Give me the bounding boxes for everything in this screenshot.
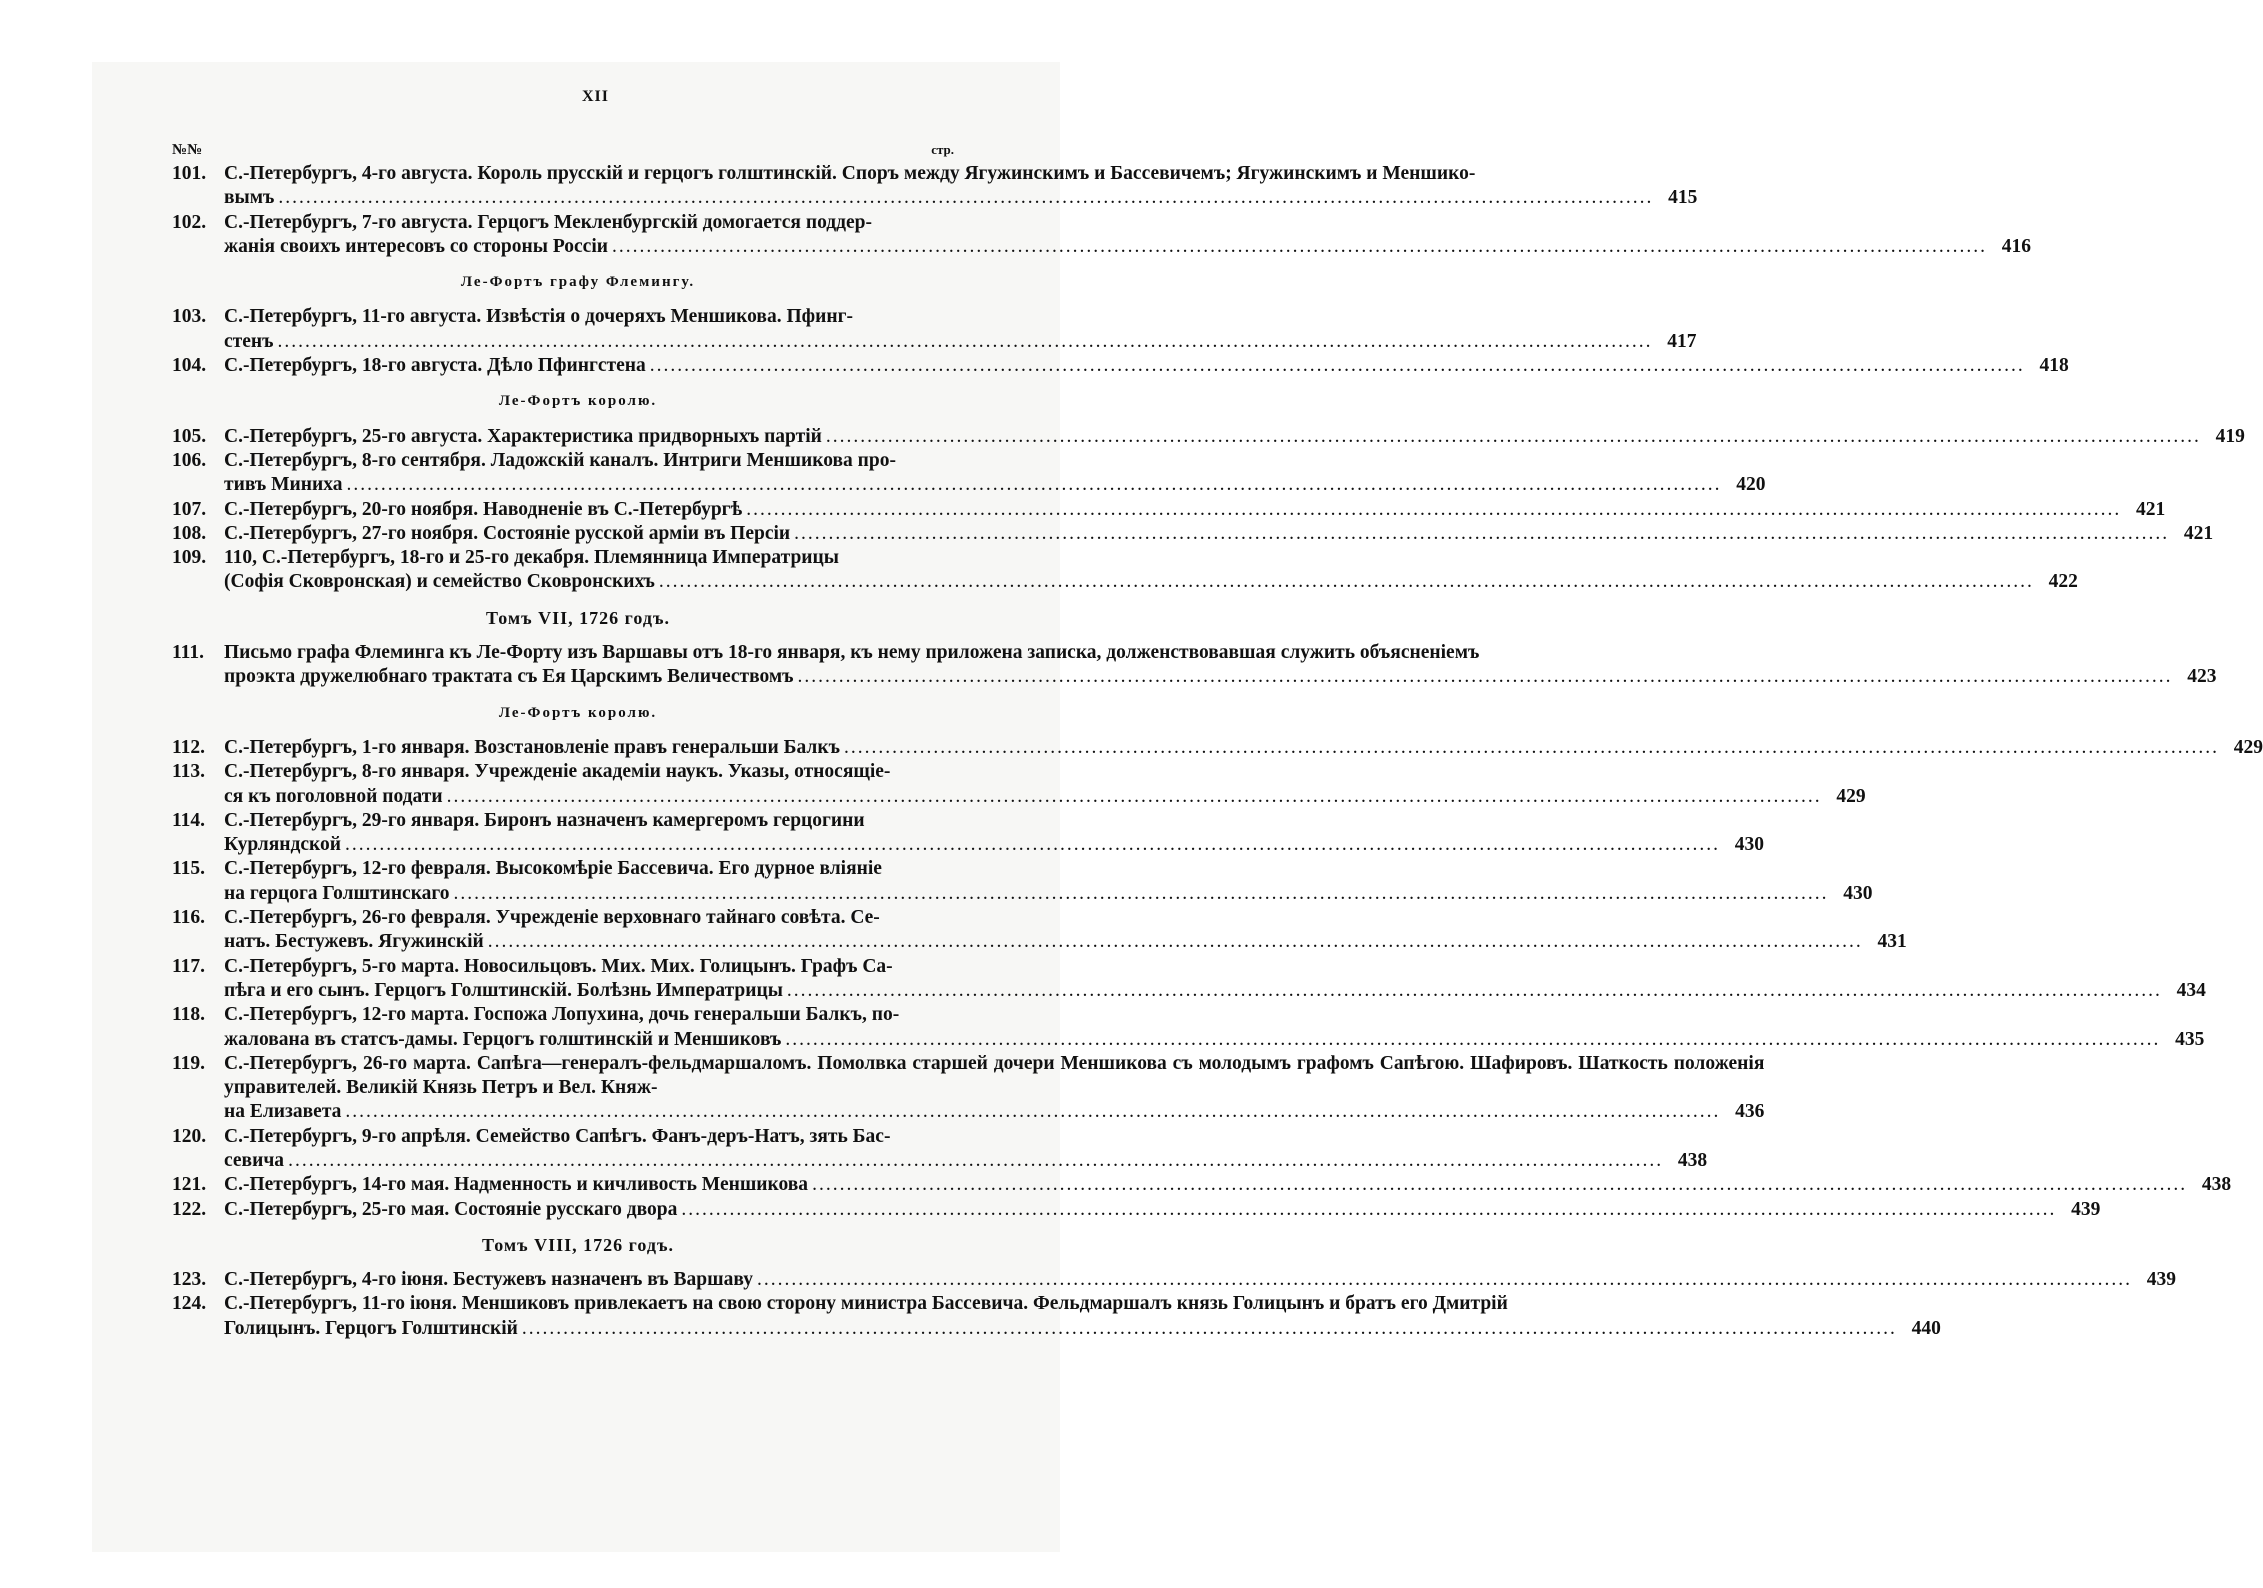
page-reference: 418 xyxy=(2039,355,2069,377)
entry-number: 124. xyxy=(172,1293,207,1315)
dot-leader: ........................................................................................................................................................................................................ xyxy=(288,1149,1664,1171)
dot-leader: ........................................................................................................................................................................................................ xyxy=(746,498,2122,520)
entry-leader-line xyxy=(224,833,1764,857)
entry-number: 121. xyxy=(172,1174,207,1196)
entry-body xyxy=(224,809,1764,858)
section-heading: Ле-Фортъ королю. xyxy=(498,393,658,410)
page-reference: 416 xyxy=(2001,235,2031,257)
entry-text: ся къ поголовной подати xyxy=(224,785,443,807)
entry-number: 106. xyxy=(172,449,207,471)
page-reference: 434 xyxy=(2176,979,2206,1001)
page-reference: 438 xyxy=(2201,1174,2232,1196)
dot-leader: ........................................................................................................................................................................................................ xyxy=(797,666,2173,688)
section-heading: Ле-Фортъ графу Флемингу. xyxy=(460,274,696,291)
entry-text: на Елизавета xyxy=(224,1101,342,1123)
toc-entry xyxy=(172,1268,2176,1292)
entry-text: проэкта дружелюбнаго трактата съ Ея Царскимъ Величествомъ xyxy=(224,666,794,688)
entry-leader-line xyxy=(224,665,2217,689)
entry-body xyxy=(224,522,2213,546)
dot-leader: ........................................................................................................................................................................................................ xyxy=(843,736,2219,758)
dot-leader: ........................................................................................................................................................................................................ xyxy=(681,1198,2057,1220)
entry-text: С.-Петербургъ, 4-го іюня. Бестужевъ назначенъ въ Варшаву xyxy=(224,1269,753,1291)
dot-leader: ........................................................................................................................................................................................................ xyxy=(453,882,1829,904)
entry-number: 116. xyxy=(172,907,206,929)
volume-heading: Томъ VIII, 1726 годъ. xyxy=(482,1234,674,1255)
entry-text: Письмо графа Флеминга къ Ле-Форту изъ Варшавы отъ 18-го января, къ нему приложена записка, долженствовавшая служить объясненіемъ xyxy=(224,642,1480,664)
page-reference: 415 xyxy=(1668,187,1698,209)
entry-text: С.-Петербургъ, 11-го іюня. Меншиковъ привлекаетъ на свою сторону министра Бассевича. Фельдмаршалъ князь Голицынъ и братъ его Дмитрій xyxy=(224,1293,1508,1315)
entry-body xyxy=(224,1052,1764,1125)
dot-leader: ........................................................................................................................................................................................................ xyxy=(487,931,1863,953)
section-heading: Ле-Фортъ королю. xyxy=(498,704,658,721)
entry-number: 105. xyxy=(172,425,207,447)
page-reference: 438 xyxy=(1677,1149,1708,1171)
entry-text: С.-Петербургъ, 14-го мая. Надменность и кичливость Меншикова xyxy=(224,1174,809,1196)
number-column-label: №№ xyxy=(172,142,203,158)
entry-text: С.-Петербургъ, 12-го марта. Госпожа Лопухина, дочь генеральши Балкъ, по- xyxy=(224,1004,900,1026)
entry-leader-line xyxy=(224,930,1907,954)
entry-text: стенъ xyxy=(224,330,274,352)
entry-text: натъ. Бестужевъ. Ягужинскій xyxy=(224,931,484,953)
entry-text: С.-Петербургъ, 11-го августа. Извѣстія о дочеряхъ Меншикова. Пфинг- xyxy=(224,306,853,328)
entry-text: С.-Петербургъ, 9-го апрѣля. Семейство Сапѣгъ. Фанъ-деръ-Натъ, зять Бас- xyxy=(224,1125,891,1147)
entry-body xyxy=(224,1268,2176,1292)
entry-number: 104. xyxy=(172,355,207,377)
page-reference: 440 xyxy=(1911,1317,1941,1339)
entry-text: на герцога Голштинскаго xyxy=(224,882,450,904)
toc-entry xyxy=(172,1173,2232,1197)
toc-entry xyxy=(172,1052,1765,1125)
entry-text: С.-Петербургъ, 4-го августа. Король прусскій и герцогъ голштинскій. Споръ между Ягужинскимъ и Бассевичемъ; Ягужинскимъ и Меншико- xyxy=(224,163,1476,184)
entry-leader-line xyxy=(224,1028,2204,1052)
toc-entry xyxy=(172,1003,2205,1052)
entry-text: С.-Петербургъ, 7-го августа. Герцогъ Мекленбургскій домогается поддер- xyxy=(224,211,872,233)
entry-text: С.-Петербургъ, 25-го мая. Состояніе русскаго двора xyxy=(224,1198,678,1220)
toc-entry xyxy=(172,305,1697,354)
entry-number: 109. xyxy=(172,547,207,569)
entry-text: С.-Петербургъ, 26-го февраля. Учрежденіе верховнаго тайнаго совѣта. Се- xyxy=(224,907,880,929)
entry-leader-line xyxy=(224,498,2165,522)
entry-body xyxy=(224,1125,1707,1174)
entry-number: 103. xyxy=(172,306,207,328)
entry-group xyxy=(172,641,2217,690)
entry-body xyxy=(224,449,1765,498)
entry-body xyxy=(224,736,2263,760)
dot-leader: ........................................................................................................................................................................................................ xyxy=(649,355,2025,377)
dot-leader: ........................................................................................................................................................................................................ xyxy=(658,571,2034,593)
toc-entry xyxy=(172,1198,2101,1222)
entry-leader-line xyxy=(224,785,1866,809)
entry-text: 110, С.-Петербургъ, 18-го и 25-го декабря. Племянница Императрицы xyxy=(224,547,839,569)
entry-text: Голицынъ. Герцогъ Голштинскій xyxy=(224,1317,518,1339)
entry-text: С.-Петербургъ, 12-го февраля. Высокомѣріе Бассевича. Его дурное вліяніе xyxy=(224,858,882,880)
entry-text: С.-Петербургъ, 26-го марта. Сапѣга—генералъ-фельдмаршаломъ. Помолвка старшей дочери Меншикова съ молодымъ графомъ Сапѣгою. Шафировъ. Шаткость положенія управителей. Великій Князь Петръ и Вел. Княж- xyxy=(224,1052,1765,1099)
toc-entry xyxy=(172,955,2206,1004)
page-reference: 430 xyxy=(1734,834,1764,856)
entry-leader-line xyxy=(224,330,1697,354)
entry-number: 108. xyxy=(172,522,207,544)
entry-number: 112. xyxy=(172,736,206,758)
entry-leader-line xyxy=(224,736,2263,760)
toc-entry xyxy=(172,546,2078,595)
entry-number: 119. xyxy=(172,1052,206,1074)
entry-leader-line xyxy=(224,1149,1707,1173)
entry-body xyxy=(224,425,2245,449)
table-of-contents xyxy=(172,140,2263,1341)
volume-heading: Томъ VII, 1726 годъ. xyxy=(486,607,670,628)
entry-body xyxy=(224,857,1873,906)
entry-number: 113. xyxy=(172,761,206,783)
entry-number: 101. xyxy=(172,163,207,184)
entry-text: вымъ xyxy=(224,187,275,209)
entry-text: С.-Петербургъ, 29-го января. Биронъ назначенъ камергеромъ герцогини xyxy=(224,809,865,831)
toc-entry xyxy=(172,162,1698,211)
entry-number: 117. xyxy=(172,955,206,977)
entry-body xyxy=(224,162,1697,211)
entry-group xyxy=(172,1268,2176,1341)
entry-body xyxy=(224,1198,2100,1222)
dot-leader: ........................................................................................................................................................................................................ xyxy=(344,834,1720,856)
entry-leader-line xyxy=(224,186,1697,210)
page-reference: 436 xyxy=(1735,1101,1765,1123)
entry-text: С.-Петербургъ, 20-го ноября. Наводненіе въ С.-Петербургѣ xyxy=(224,498,743,520)
entry-number: 111. xyxy=(172,642,204,664)
entry-text: жанія своихъ интересовъ со стороны Россіи xyxy=(224,235,608,257)
entry-number: 114. xyxy=(172,809,206,831)
dot-leader: ........................................................................................................................................................................................................ xyxy=(756,1269,2132,1291)
entry-leader-line xyxy=(224,1100,1764,1124)
entry-leader-line xyxy=(224,570,2078,594)
entry-text: С.-Петербургъ, 8-го января. Учрежденіе академіи наукъ. Указы, относящіе- xyxy=(224,761,891,783)
entry-text: С.-Петербургъ, 1-го января. Возстановленіе правъ генеральши Балкъ xyxy=(224,736,840,758)
dot-leader: ........................................................................................................................................................................................................ xyxy=(277,330,1653,352)
toc-entry xyxy=(172,211,2031,260)
entry-group xyxy=(172,425,2245,595)
entry-leader-line xyxy=(224,1317,1941,1341)
column-header xyxy=(172,140,984,160)
toc-entry xyxy=(172,736,2263,760)
entry-number: 122. xyxy=(172,1198,207,1220)
toc-entry xyxy=(172,1125,1708,1174)
entry-text: С.-Петербургъ, 8-го сентября. Ладожскій каналъ. Интриги Меншикова про- xyxy=(224,449,896,471)
entry-text: С.-Петербургъ, 25-го августа. Характеристика придворныхъ партій xyxy=(224,425,822,447)
page-reference: 439 xyxy=(2146,1269,2176,1291)
dot-leader: ........................................................................................................................................................................................................ xyxy=(345,1101,1721,1123)
entry-leader-line xyxy=(224,1198,2100,1222)
entry-body xyxy=(224,1173,2231,1197)
page-reference: 423 xyxy=(2187,666,2217,688)
page-reference: 422 xyxy=(2048,571,2078,593)
entry-body xyxy=(224,760,1866,809)
toc-entry xyxy=(172,522,2214,546)
entry-number: 107. xyxy=(172,498,207,520)
page-reference: 431 xyxy=(1877,931,1907,953)
toc-entry xyxy=(172,498,2166,522)
dot-leader: ........................................................................................................................................................................................................ xyxy=(785,1028,2161,1050)
toc-entry xyxy=(172,449,1766,498)
page-number: XII xyxy=(581,88,609,105)
dot-leader: ........................................................................................................................................................................................................ xyxy=(446,785,1822,807)
dot-leader: ........................................................................................................................................................................................................ xyxy=(794,522,2170,544)
entry-text: жалована въ статсъ-дамы. Герцогъ голштинскій и Меншиковъ xyxy=(224,1028,782,1050)
entry-leader-line xyxy=(224,1173,2231,1197)
entry-number: 118. xyxy=(172,1004,206,1026)
dot-leader: ........................................................................................................................................................................................................ xyxy=(786,979,2162,1001)
entry-leader-line xyxy=(224,522,2213,546)
entry-leader-line xyxy=(224,979,2206,1003)
entry-group xyxy=(172,305,2069,378)
entry-leader-line xyxy=(224,473,1765,497)
entry-body xyxy=(224,641,2217,690)
toc-entry xyxy=(172,354,2069,378)
toc-entry xyxy=(172,760,1866,809)
page-reference: 421 xyxy=(2135,498,2166,520)
entry-group xyxy=(172,736,2263,1222)
entry-text: Курляндской xyxy=(224,834,341,856)
entry-body xyxy=(224,1292,1941,1341)
page-reference: 429 xyxy=(2233,736,2263,758)
page-reference: 430 xyxy=(1843,882,1873,904)
page-reference: 419 xyxy=(2215,425,2245,447)
toc-entry xyxy=(172,641,2217,690)
entry-body xyxy=(224,354,2069,378)
entry-number: 120. xyxy=(172,1125,207,1147)
entry-text: (Софія Сковронская) и семейство Сковронскихъ xyxy=(224,571,655,593)
entry-leader-line xyxy=(224,882,1873,906)
page-reference: 417 xyxy=(1667,330,1697,352)
entry-body xyxy=(224,546,2078,595)
entry-body xyxy=(224,906,1907,955)
entry-group xyxy=(172,162,2031,259)
page-column-label: стр. xyxy=(931,142,954,157)
toc-entry xyxy=(172,809,1764,858)
entry-leader-line xyxy=(224,235,2031,259)
dot-leader: ........................................................................................................................................................................................................ xyxy=(346,474,1722,496)
toc-entry xyxy=(172,1292,1941,1341)
entry-body xyxy=(224,1003,2204,1052)
page-reference: 421 xyxy=(2183,522,2214,544)
entry-number: 115. xyxy=(172,858,206,880)
toc-entry xyxy=(172,425,2245,449)
entry-number: 123. xyxy=(172,1269,207,1291)
entry-text: С.-Петербургъ, 5-го марта. Новосильцовъ. Мих. Мих. Голицынъ. Графъ Са- xyxy=(224,955,893,977)
page-reference: 420 xyxy=(1736,474,1766,496)
entry-text: тивъ Миниха xyxy=(224,474,343,496)
entry-body xyxy=(224,498,2165,522)
entry-text: С.-Петербургъ, 27-го ноября. Состояніе русской арміи въ Персіи xyxy=(224,522,791,544)
toc-entry xyxy=(172,857,1873,906)
page-reference: 435 xyxy=(2175,1028,2205,1050)
dot-leader: ........................................................................................................................................................................................................ xyxy=(825,425,2201,447)
entry-body xyxy=(224,955,2206,1004)
dot-leader: ........................................................................................................................................................................................................ xyxy=(812,1174,2188,1196)
entry-leader-line xyxy=(224,1268,2176,1292)
entry-body xyxy=(224,211,2031,260)
dot-leader: ........................................................................................................................................................................................................ xyxy=(611,235,1987,257)
toc-entry xyxy=(172,906,1907,955)
entry-number: 102. xyxy=(172,211,207,233)
entry-text: С.-Петербургъ, 18-го августа. Дѣло Пфингстена xyxy=(224,355,646,377)
entry-body xyxy=(224,305,1697,354)
entry-text: севича xyxy=(224,1149,285,1171)
dot-leader: ........................................................................................................................................................................................................ xyxy=(521,1317,1897,1339)
page-reference: 429 xyxy=(1836,785,1866,807)
page-reference: 439 xyxy=(2071,1198,2101,1220)
dot-leader: ........................................................................................................................................................................................................ xyxy=(278,187,1654,209)
entry-leader-line xyxy=(224,354,2069,378)
entry-leader-line xyxy=(224,425,2245,449)
entry-text: пѣга и его сынъ. Герцогъ Голштинскій. Болѣзнь Императрицы xyxy=(224,979,783,1001)
